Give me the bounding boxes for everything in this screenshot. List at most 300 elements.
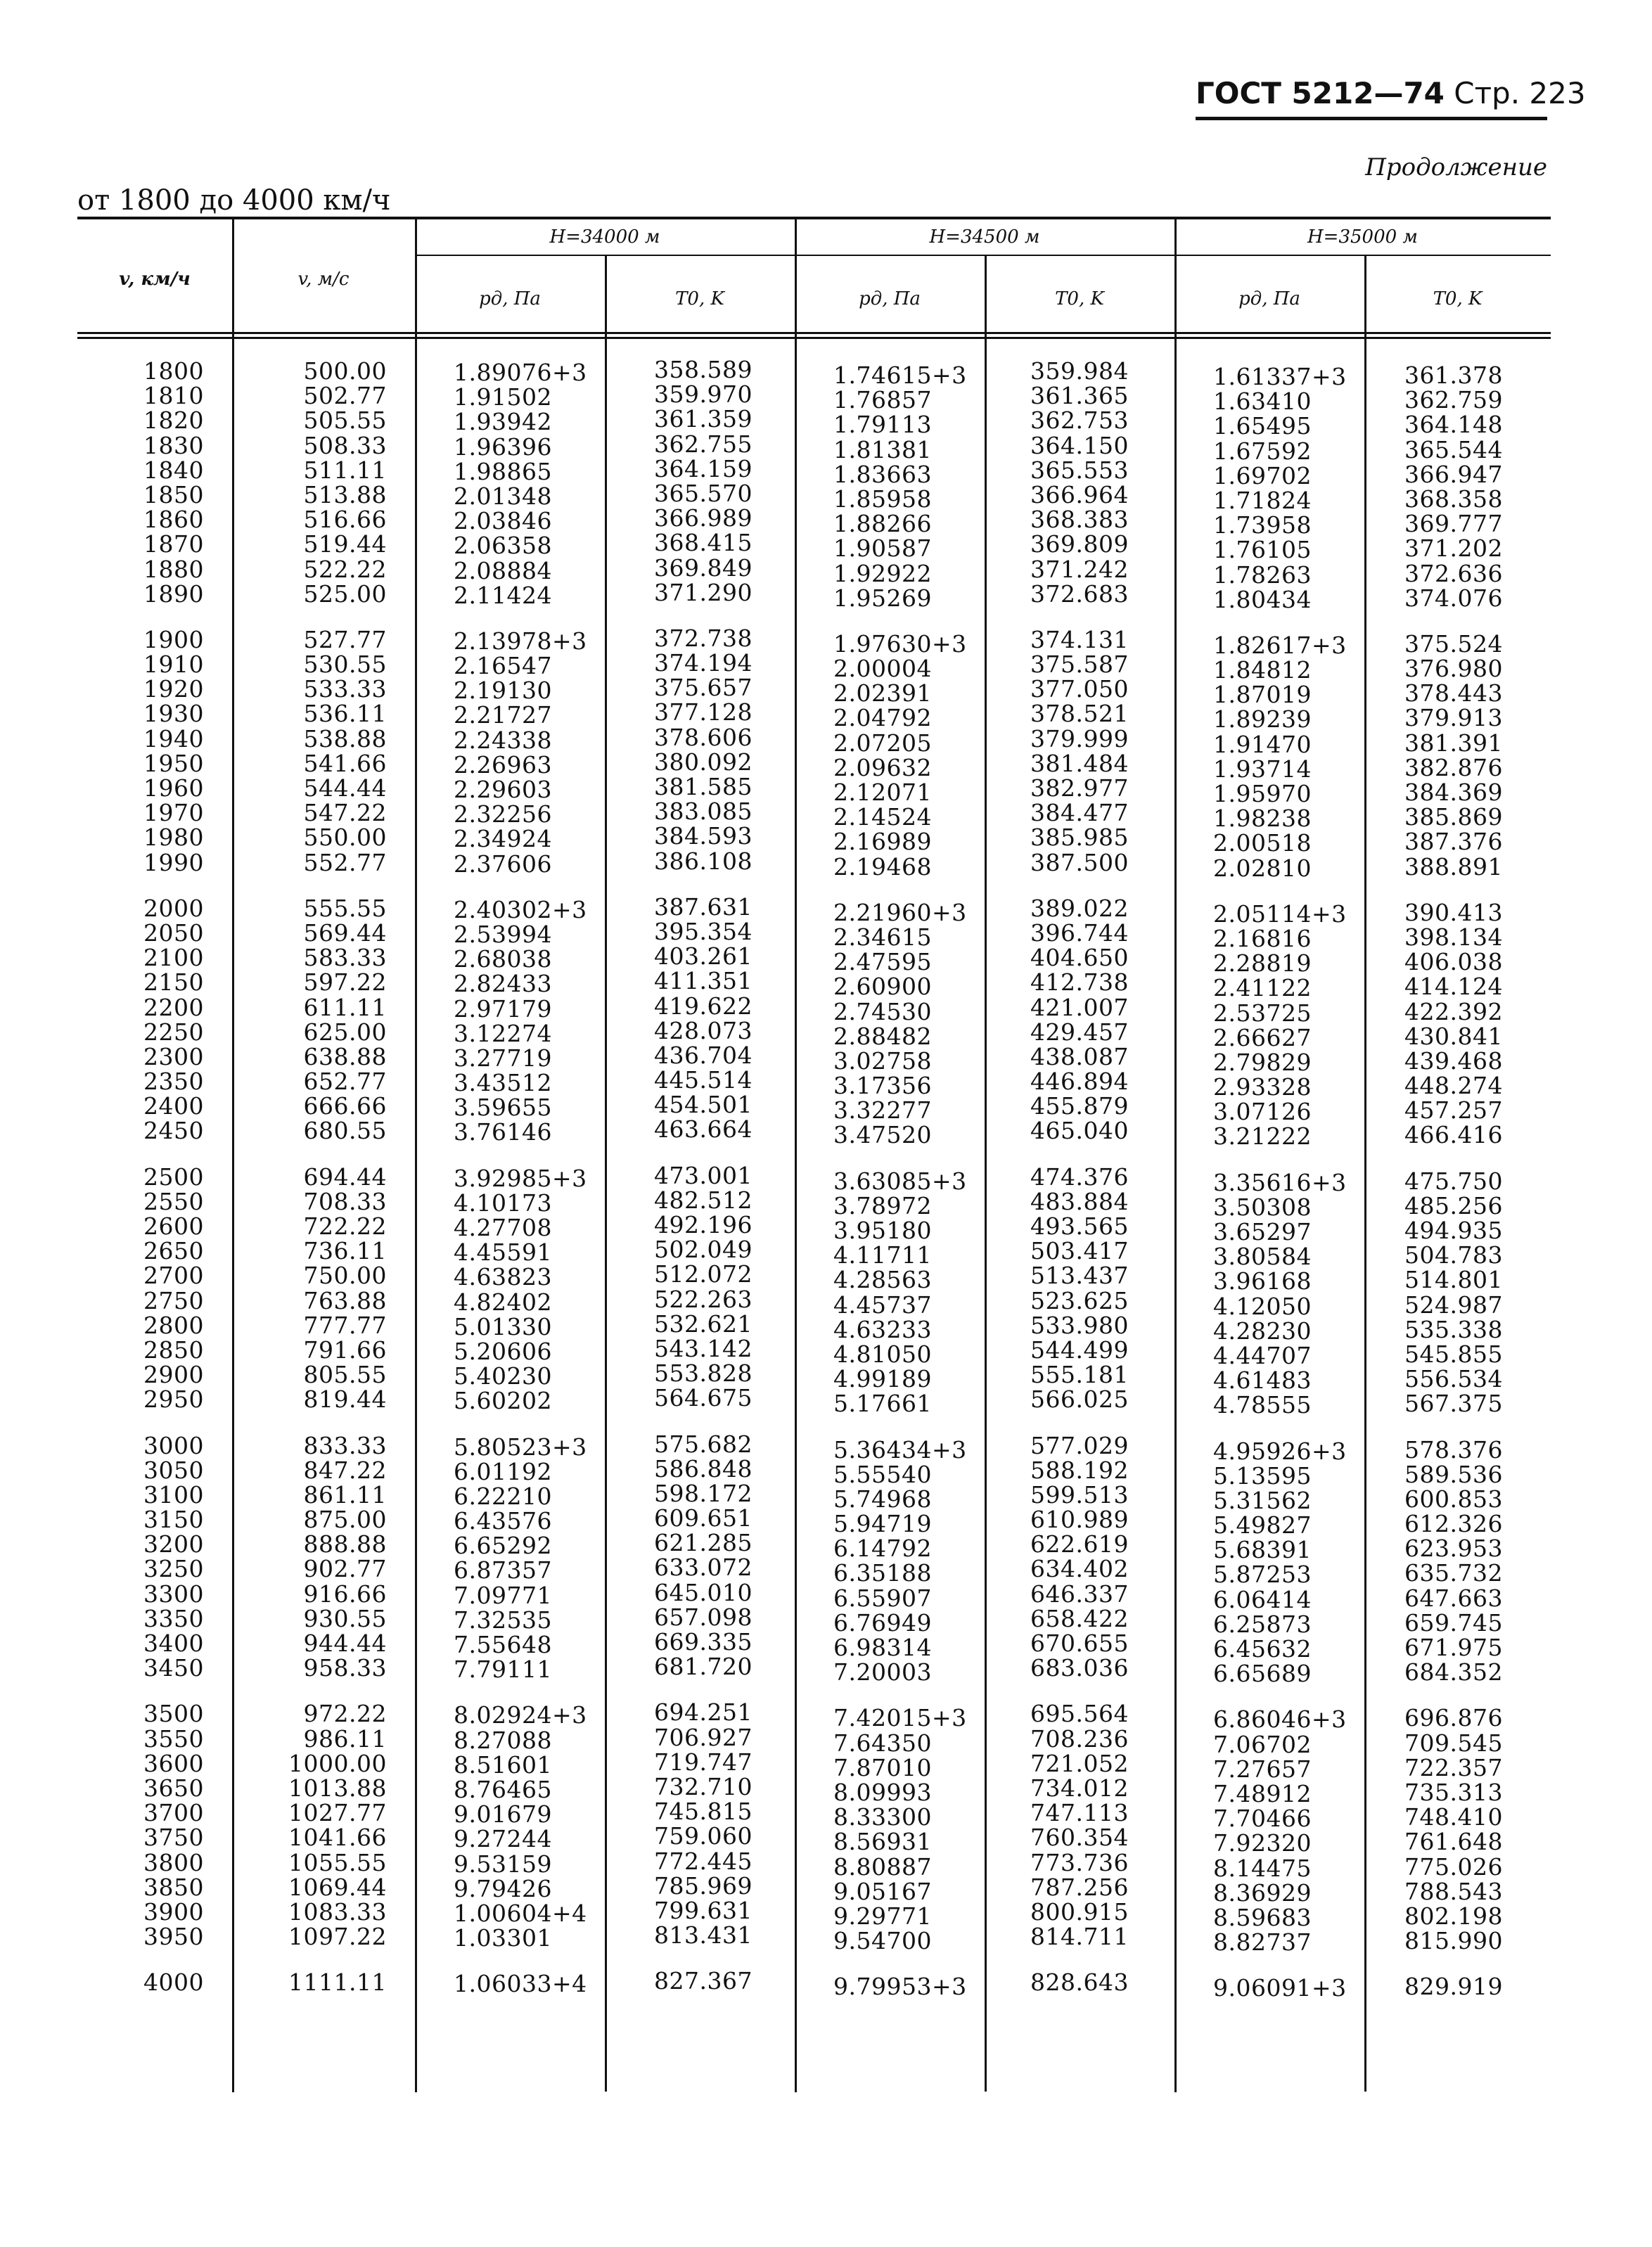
table-cell: 3.12274: [454, 1019, 552, 1047]
table-cell: 3.47520: [833, 1121, 932, 1149]
table-cell: 523.625: [1030, 1286, 1129, 1314]
block-gap: [833, 1148, 974, 1169]
table-cell: 366.947: [1404, 460, 1503, 488]
table-cell: 5.17661: [833, 1390, 932, 1418]
table-cell: 446.894: [1030, 1068, 1129, 1096]
table-cell: 6.65689: [1213, 1660, 1312, 1688]
table-cell: 1.85958: [833, 485, 932, 513]
table-cell: 2.74530: [833, 997, 932, 1025]
table-cell: 9.53159: [454, 1850, 552, 1878]
table-cell: 9.54700: [833, 1927, 932, 1955]
table-cell: 799.631: [654, 1896, 753, 1924]
table-cell: 6.86046+3: [1213, 1705, 1347, 1734]
table-cell: 2.47595: [833, 948, 932, 976]
column-t-35000: [1404, 363, 1503, 1999]
table-cell: 2.28819: [1213, 949, 1312, 978]
block-gap: [105, 1949, 204, 1970]
table-cell: 2.79829: [1213, 1048, 1312, 1076]
table-cell: 1.82617+3: [1213, 631, 1347, 659]
table-cell: 2650: [143, 1237, 204, 1265]
table-cell: 4.28230: [1213, 1317, 1312, 1345]
block-gap: [454, 1950, 594, 1971]
table-cell: 2.82433: [454, 970, 552, 998]
table-cell: 398.134: [1404, 923, 1503, 951]
table-cell: 368.383: [1030, 506, 1129, 534]
table-cell: 475.750: [1404, 1167, 1503, 1195]
table-cell: 2.16816: [1213, 924, 1312, 952]
table-cell: 544.44: [303, 774, 387, 802]
table-cell: 8.59683: [1213, 1903, 1312, 1931]
page-number: Стр. 223: [1454, 76, 1586, 110]
table-cell: 3700: [143, 1799, 204, 1827]
table-cell: 365.544: [1404, 435, 1503, 463]
table-cell: 359.970: [654, 380, 753, 409]
group-header-rule: [415, 255, 1551, 256]
table-cell: 535.338: [1404, 1315, 1503, 1343]
block-gap: [1030, 606, 1129, 627]
table-cell: 494.935: [1404, 1217, 1503, 1244]
table-cell: 500.00: [303, 357, 387, 385]
table-cell: 412.738: [1030, 968, 1129, 997]
table-cell: 3150: [143, 1506, 204, 1534]
table-cell: 3350: [143, 1604, 204, 1632]
table-cell: 2.08884: [454, 556, 552, 584]
table-cell: 5.13595: [1213, 1461, 1312, 1490]
table-cell: 635.732: [1404, 1559, 1503, 1587]
table-cell: 588.192: [1030, 1456, 1129, 1484]
table-cell: 3.78972: [833, 1191, 932, 1219]
table-cell: 586.848: [654, 1454, 753, 1483]
header-pressure: pд, Па: [479, 288, 541, 309]
column-divider: [415, 218, 417, 2092]
table-cell: 372.683: [1030, 580, 1129, 608]
table-cell: 436.704: [654, 1041, 753, 1069]
block-gap: [1404, 1148, 1503, 1169]
table-cell: 1.76857: [833, 386, 932, 414]
block-gap: [454, 1682, 594, 1703]
column-v-kmh: [105, 359, 204, 1995]
header-bottom-rule: [77, 332, 1551, 334]
table-cell: 513.437: [1030, 1262, 1129, 1290]
table-cell: 1940: [143, 724, 204, 753]
table-cell: 3650: [143, 1774, 204, 1802]
table-cell: 2.11424: [454, 581, 552, 609]
header-v-ms: v, м/с: [297, 269, 350, 290]
table-cell: 623.953: [1404, 1535, 1503, 1563]
table-cell: 5.31562: [1213, 1486, 1312, 1514]
table-cell: 747.113: [1030, 1799, 1129, 1827]
table-cell: 502.049: [654, 1236, 753, 1264]
table-cell: 671.975: [1404, 1634, 1503, 1661]
table-cell: 1.71824: [1213, 486, 1312, 514]
block-gap: [454, 608, 594, 629]
table-cell: 681.720: [654, 1653, 753, 1681]
table-cell: 429.457: [1030, 1018, 1129, 1046]
table-cell: 800.915: [1030, 1897, 1129, 1926]
table-cell: 2.13978+3: [454, 627, 587, 655]
table-cell: 2.97179: [454, 994, 552, 1023]
block-gap: [654, 873, 753, 895]
table-cell: 4.63823: [454, 1263, 552, 1291]
table-cell: 369.809: [1030, 530, 1129, 558]
table-cell: 609.651: [654, 1504, 753, 1532]
table-cell: 1.67592: [1213, 437, 1312, 465]
table-cell: 4.82402: [454, 1288, 552, 1316]
block-gap: [105, 1144, 204, 1165]
block-gap: [1030, 1144, 1129, 1165]
table-cell: 384.477: [1030, 799, 1129, 827]
table-cell: 3600: [143, 1749, 204, 1777]
table-cell: 3.95180: [833, 1217, 932, 1244]
table-cell: 385.985: [1030, 824, 1129, 852]
table-cell: 4.45737: [833, 1291, 932, 1319]
block-gap: [1213, 1686, 1354, 1707]
table-cell: 6.55907: [833, 1584, 932, 1612]
table-cell: 3.92985+3: [454, 1164, 587, 1192]
table-cell: 761.648: [1404, 1828, 1503, 1856]
table-cell: 378.443: [1404, 679, 1503, 708]
table-cell: 578.376: [1404, 1435, 1503, 1464]
column-t-34500: [1030, 359, 1129, 1995]
table-cell: 522.22: [303, 555, 387, 583]
table-cell: 2.93328: [1213, 1073, 1312, 1101]
table-cell: 583.33: [303, 944, 387, 972]
table-cell: 428.073: [654, 1016, 753, 1044]
table-cell: 748.410: [1404, 1803, 1503, 1831]
table-cell: 2.34615: [833, 923, 932, 951]
table-cell: 404.650: [1030, 944, 1129, 972]
table-cell: 638.88: [303, 1042, 387, 1070]
block-gap: [833, 610, 974, 632]
block-gap: [105, 1680, 204, 1701]
table-cell: 1097.22: [288, 1923, 387, 1951]
table-cell: 466.416: [1404, 1121, 1503, 1149]
table-cell: 805.55: [303, 1361, 387, 1389]
block-gap: [281, 1412, 387, 1433]
table-cell: 2.53725: [1213, 999, 1312, 1027]
table-cell: 2.21727: [454, 701, 552, 729]
table-cell: 1.91502: [454, 383, 552, 411]
table-cell: 1.80434: [1213, 585, 1312, 613]
table-cell: 361.365: [1030, 382, 1129, 410]
table-cell: 3250: [143, 1555, 204, 1583]
table-cell: 9.27244: [454, 1825, 552, 1853]
block-gap: [1030, 875, 1129, 896]
table-cell: 3100: [143, 1480, 204, 1509]
table-cell: 2500: [143, 1163, 204, 1191]
table-cell: 1.00604+4: [454, 1899, 587, 1927]
table-cell: 376.980: [1404, 655, 1503, 683]
table-cell: 3.17356: [833, 1072, 932, 1100]
table-cell: 1870: [143, 530, 204, 558]
block-gap: [833, 1416, 974, 1438]
table-cell: 555.55: [303, 894, 387, 922]
table-cell: 802.198: [1404, 1902, 1503, 1930]
table-cell: 375.657: [654, 674, 753, 702]
table-cell: 503.417: [1030, 1237, 1129, 1265]
table-cell: 5.87253: [1213, 1561, 1312, 1589]
table-cell: 1.65495: [1213, 412, 1312, 440]
table-cell: 8.33300: [833, 1803, 932, 1831]
table-cell: 550.00: [303, 824, 387, 852]
table-cell: 375.587: [1030, 651, 1129, 679]
table-cell: 525.00: [303, 580, 387, 608]
table-cell: 463.664: [654, 1115, 753, 1144]
table-cell: 2.24338: [454, 726, 552, 754]
table-cell: 1.73958: [1213, 511, 1312, 539]
table-cell: 7.27657: [1213, 1755, 1312, 1783]
column-t-34000: [654, 357, 753, 1993]
table-cell: 1860: [143, 506, 204, 534]
table-cell: 1.90587: [833, 534, 932, 563]
table-cell: 514.801: [1404, 1266, 1503, 1294]
table-cell: 833.33: [303, 1431, 387, 1459]
table-cell: 589.536: [1404, 1460, 1503, 1488]
table-cell: 3800: [143, 1848, 204, 1876]
table-cell: 403.261: [654, 942, 753, 971]
table-cell: 775.026: [1404, 1852, 1503, 1881]
table-cell: 384.593: [654, 822, 753, 850]
table-cell: 2.02391: [833, 679, 932, 708]
table-cell: 379.999: [1030, 724, 1129, 753]
column-divider: [605, 256, 607, 2092]
table-cell: 2100: [143, 944, 204, 972]
table-cell: 4.78555: [1213, 1391, 1312, 1419]
table-cell: 381.391: [1404, 729, 1503, 757]
table-cell: 4.81050: [833, 1340, 932, 1368]
table-cell: 381.585: [654, 773, 753, 800]
table-cell: 2150: [143, 968, 204, 997]
table-cell: 1.97630+3: [833, 629, 967, 658]
table-cell: 1810: [143, 382, 204, 410]
table-cell: 1.93942: [454, 408, 552, 436]
table-cell: 708.33: [303, 1187, 387, 1215]
header-temperature: T0, K: [1055, 288, 1104, 309]
table-cell: 7.48912: [1213, 1779, 1312, 1807]
table-cell: 1.61337+3: [1213, 363, 1347, 390]
table-cell: 2950: [143, 1385, 204, 1414]
table-cell: 2800: [143, 1311, 204, 1339]
table-cell: 3400: [143, 1630, 204, 1657]
table-cell: 9.05167: [833, 1877, 932, 1905]
table-cell: 2200: [143, 993, 204, 1021]
table-cell: 8.80887: [833, 1852, 932, 1881]
table-cell: 763.88: [303, 1286, 387, 1314]
table-cell: 505.55: [303, 406, 387, 435]
table-cell: 448.274: [1404, 1072, 1503, 1100]
table-cell: 2350: [143, 1068, 204, 1096]
table-cell: 439.468: [1404, 1046, 1503, 1075]
table-cell: 4.27708: [454, 1214, 552, 1241]
table-cell: 1069.44: [288, 1873, 387, 1901]
table-cell: 598.172: [654, 1479, 753, 1507]
column-divider: [232, 218, 234, 2092]
table-cell: 384.369: [1404, 779, 1503, 806]
table-cell: 364.159: [654, 454, 753, 482]
table-cell: 1.83663: [833, 460, 932, 488]
table-cell: 1.76105: [1213, 536, 1312, 564]
table-cell: 1111.11: [288, 1968, 387, 1997]
table-cell: 4000: [143, 1968, 204, 1997]
table-cell: 369.777: [1404, 510, 1503, 538]
block-gap: [654, 1142, 753, 1163]
table-cell: 553.828: [654, 1359, 753, 1388]
block-gap: [654, 605, 753, 626]
table-cell: 722.22: [303, 1212, 387, 1240]
table-cell: 567.375: [1404, 1390, 1503, 1418]
table-cell: 2.40302+3: [454, 895, 587, 923]
table-cell: 2.37606: [454, 850, 552, 878]
table-cell: 657.098: [654, 1603, 753, 1631]
table-cell: 371.242: [1030, 555, 1129, 583]
block-gap: [654, 1947, 753, 1968]
table-cell: 371.290: [654, 578, 753, 606]
table-cell: 1850: [143, 480, 204, 508]
table-cell: 813.431: [654, 1921, 753, 1950]
table-cell: 3.59655: [454, 1094, 552, 1122]
table-cell: 625.00: [303, 1018, 387, 1046]
table-cell: 2000: [143, 894, 204, 922]
table-cell: 986.11: [303, 1724, 387, 1753]
table-cell: 819.44: [303, 1385, 387, 1414]
table-cell: 760.354: [1030, 1824, 1129, 1852]
table-cell: 382.977: [1030, 774, 1129, 802]
table-cell: 7.79111: [454, 1656, 552, 1684]
header-temperature: T0, K: [675, 288, 724, 309]
table-cell: 396.744: [1030, 918, 1129, 947]
table-cell: 745.815: [654, 1798, 753, 1826]
column-divider: [795, 218, 797, 2092]
table-cell: 1.96396: [454, 433, 552, 461]
table-cell: 6.35188: [833, 1559, 932, 1587]
table-cell: 829.919: [1404, 1973, 1503, 2001]
column-divider: [1364, 256, 1366, 2092]
table-cell: 659.745: [1404, 1608, 1503, 1637]
table-cell: 377.050: [1030, 675, 1129, 703]
table-cell: 1930: [143, 700, 204, 728]
table-cell: 1.78263: [1213, 561, 1312, 589]
table-cell: 2.07205: [833, 729, 932, 757]
table-cell: 1.84812: [1213, 656, 1312, 684]
table-cell: 634.402: [1030, 1555, 1129, 1583]
block-gap: [281, 1680, 387, 1701]
continuation-label: Продолжение: [1365, 153, 1547, 181]
block-gap: [1404, 610, 1503, 632]
table-cell: 777.77: [303, 1311, 387, 1339]
block-gap: [1213, 1954, 1354, 1976]
table-cell: 555.181: [1030, 1361, 1129, 1389]
table-cell: 759.060: [654, 1822, 753, 1850]
table-cell: 706.927: [654, 1723, 753, 1751]
table-cell: 1990: [143, 848, 204, 876]
block-gap: [1404, 1684, 1503, 1705]
block-gap: [1404, 1416, 1503, 1438]
table-cell: 9.79953+3: [833, 1973, 967, 2001]
table-cell: 390.413: [1404, 898, 1503, 926]
table-cell: 1830: [143, 431, 204, 459]
table-cell: 3000: [143, 1431, 204, 1459]
table-cell: 669.335: [654, 1628, 753, 1656]
table-cell: 772.445: [654, 1847, 753, 1875]
table-cell: 5.36434+3: [833, 1435, 967, 1464]
table-cell: 482.512: [654, 1186, 753, 1214]
table-cell: 2.16989: [833, 828, 932, 856]
table-cell: 8.76465: [454, 1775, 552, 1803]
table-cell: 732.710: [654, 1772, 753, 1800]
table-cell: 875.00: [303, 1506, 387, 1534]
table-cell: 788.543: [1404, 1877, 1503, 1905]
table-cell: 473.001: [654, 1161, 753, 1189]
table-cell: 6.22210: [454, 1482, 552, 1510]
table-cell: 513.88: [303, 480, 387, 508]
table-cell: 532.621: [654, 1310, 753, 1338]
block-gap: [281, 606, 387, 627]
table-cell: 719.747: [654, 1748, 753, 1776]
table-cell: 533.980: [1030, 1311, 1129, 1339]
table-cell: 1950: [143, 749, 204, 777]
table-cell: 1910: [143, 651, 204, 679]
table-cell: 2.12071: [833, 779, 932, 806]
block-gap: [281, 1949, 387, 1970]
table-cell: 4.12050: [1213, 1292, 1312, 1320]
table-cell: 385.869: [1404, 803, 1503, 831]
table-cell: 944.44: [303, 1630, 387, 1657]
table-cell: 422.392: [1404, 997, 1503, 1025]
table-cell: 359.984: [1030, 357, 1129, 385]
table-cell: 645.010: [654, 1578, 753, 1606]
table-cell: 483.884: [1030, 1187, 1129, 1215]
table-cell: 3.76146: [454, 1118, 552, 1146]
table-cell: 2250: [143, 1018, 204, 1046]
table-cell: 5.68391: [1213, 1536, 1312, 1564]
table-cell: 544.499: [1030, 1336, 1129, 1364]
table-cell: 368.415: [654, 529, 753, 557]
table-cell: 8.09993: [833, 1778, 932, 1806]
table-cell: 5.74968: [833, 1485, 932, 1513]
table-cell: 5.60202: [454, 1387, 552, 1415]
table-cell: 519.44: [303, 530, 387, 558]
table-cell: 680.55: [303, 1117, 387, 1145]
table-cell: 457.257: [1404, 1096, 1503, 1125]
table-cell: 438.087: [1030, 1042, 1129, 1070]
table-cell: 374.076: [1404, 584, 1503, 612]
column-p-34000: [454, 360, 594, 1996]
table-cell: 362.759: [1404, 386, 1503, 414]
table-cell: 7.55648: [454, 1631, 552, 1658]
table-cell: 847.22: [303, 1456, 387, 1484]
table-cell: 888.88: [303, 1530, 387, 1558]
table-cell: 3050: [143, 1456, 204, 1484]
table-cell: 1083.33: [288, 1897, 387, 1926]
table-cell: 2.00518: [1213, 829, 1312, 857]
table-cell: 9.29771: [833, 1902, 932, 1930]
table-cell: 368.358: [1404, 485, 1503, 513]
table-cell: 1013.88: [288, 1774, 387, 1802]
table-cell: 455.879: [1030, 1092, 1129, 1120]
table-cell: 1960: [143, 774, 204, 802]
table-cell: 366.964: [1030, 480, 1129, 508]
table-cell: 597.22: [303, 968, 387, 997]
table-cell: 2.19130: [454, 677, 552, 705]
table-cell: 2.02810: [1213, 854, 1312, 882]
table-cell: 2850: [143, 1336, 204, 1364]
table-cell: 8.14475: [1213, 1854, 1312, 1882]
table-cell: 2400: [143, 1092, 204, 1120]
table-cell: 694.251: [654, 1698, 753, 1727]
header-altitude-34500: H=34500 м: [929, 226, 1040, 248]
header-bottom-rule-2: [77, 337, 1551, 339]
table-cell: 4.44707: [1213, 1341, 1312, 1369]
